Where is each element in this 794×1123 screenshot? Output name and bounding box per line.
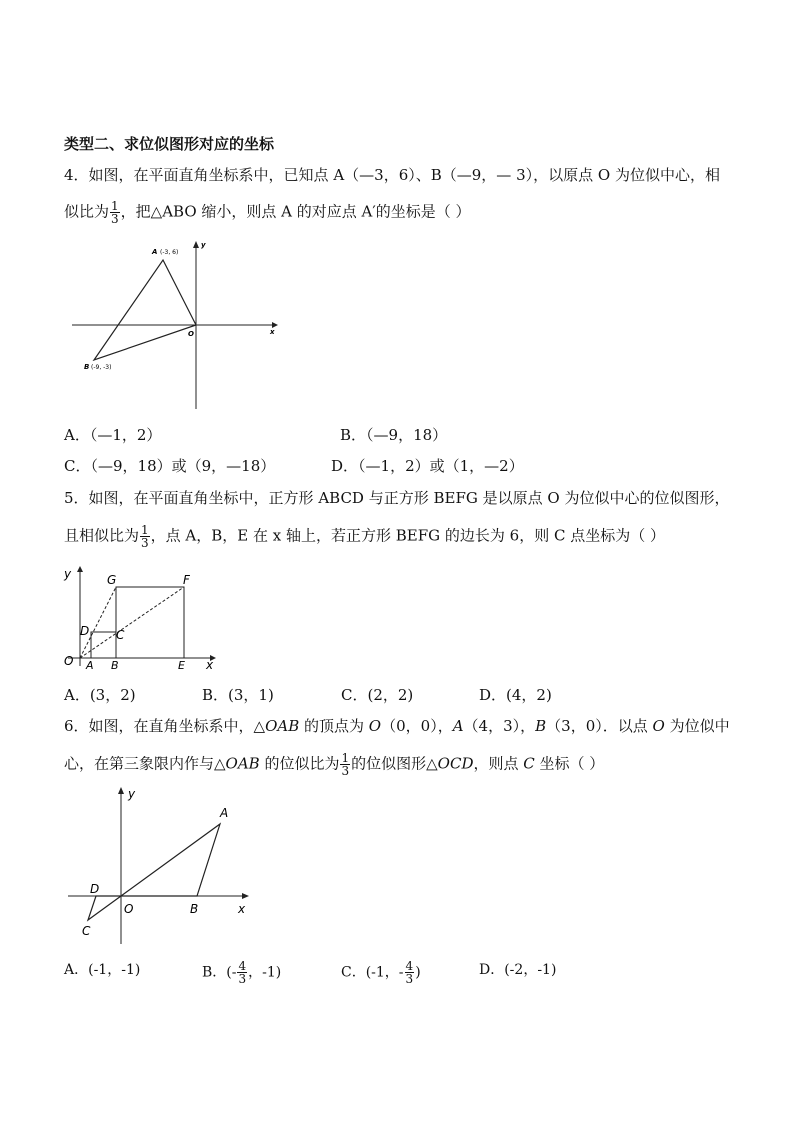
q6-x-arrow-icon bbox=[242, 893, 249, 899]
q5-square-abcd bbox=[91, 632, 116, 658]
q5-dashed-of bbox=[80, 587, 184, 658]
q5-label-g: G bbox=[107, 573, 117, 587]
q6-a-coord: （4，3）， bbox=[463, 717, 536, 735]
q6-line1-pre: 6．如图，在直角坐标系中，△ bbox=[64, 717, 266, 735]
q4-label-y: y bbox=[201, 241, 206, 249]
q6-label-a: A bbox=[220, 806, 229, 820]
q6-c: C bbox=[523, 754, 535, 773]
q5-ratio-num: 1 bbox=[141, 523, 149, 537]
q6-label-o: O bbox=[124, 902, 134, 916]
q6-line2-mid: 的位似比为 bbox=[259, 754, 340, 773]
q6-line2-mid2: 的位似图形△ bbox=[351, 754, 438, 773]
q4-label-x: x bbox=[270, 328, 275, 336]
q6-option-b-fraction bbox=[237, 960, 247, 985]
q5-line2-pre: 且相似比为 bbox=[64, 526, 140, 545]
q4-y-arrow-icon bbox=[193, 241, 199, 248]
q4-line2-pre: 似比为 bbox=[64, 202, 110, 221]
q5-y-arrow-icon bbox=[77, 566, 83, 572]
section-title: 类型二、求位似图形对应的坐标 bbox=[64, 135, 275, 153]
q4-option-c: C．（—9，18）或（9，—18） bbox=[64, 457, 276, 475]
q4-option-a: A．（—1，2） bbox=[64, 426, 162, 444]
q6-label-x: x bbox=[238, 902, 246, 916]
q4-line2-post: ，把△ABO 缩小，则点 A 的对应点 A′的坐标是（ ） bbox=[120, 202, 471, 221]
q5-label-e: E bbox=[178, 659, 185, 672]
q5-ratio-fraction bbox=[140, 524, 150, 549]
q6-figure bbox=[60, 782, 260, 946]
q5-ratio-den: 3 bbox=[141, 536, 149, 550]
q5-option-d: D．(4，2) bbox=[479, 686, 552, 704]
q6-line1 bbox=[64, 716, 730, 736]
q5-label-b: B bbox=[111, 659, 119, 672]
q6-option-b-num: 4 bbox=[238, 959, 247, 973]
q6-ocd: OCD bbox=[437, 754, 474, 773]
q5-line1: 5．如图，在平面直角坐标中，正方形 ABCD 与正方形 BEFG 是以原点 O 为位似中心的位似图形， bbox=[64, 489, 730, 507]
q6-oab: OAB bbox=[265, 717, 300, 735]
q5-label-x: x bbox=[206, 658, 214, 672]
q6-o2: O bbox=[652, 717, 665, 735]
q6-triangle-ocd bbox=[88, 896, 121, 920]
q6-oab2: OAB bbox=[225, 754, 260, 773]
q4-coord-b: (-9, -3) bbox=[91, 364, 112, 371]
q4-line2 bbox=[64, 200, 471, 225]
q6-line2-end: 坐标（ ） bbox=[534, 754, 605, 773]
q6-y-arrow-icon bbox=[118, 787, 124, 794]
q6-option-b-den: 3 bbox=[238, 972, 247, 986]
q4-label-o: O bbox=[188, 330, 194, 338]
q6-label-b: B bbox=[190, 902, 199, 916]
q6-line1-end: 为位似中 bbox=[664, 717, 730, 735]
q4-ratio-den: 3 bbox=[111, 212, 119, 226]
q5-label-f: F bbox=[183, 573, 190, 587]
q4-ratio-fraction bbox=[110, 200, 120, 225]
q6-option-c-pre: C．(-1，- bbox=[341, 964, 404, 981]
q6-option-b bbox=[202, 960, 281, 985]
q6-option-a: A．(-1，-1) bbox=[64, 962, 141, 978]
q5-label-d: D bbox=[80, 624, 90, 638]
q6-option-c-den: 3 bbox=[405, 972, 414, 986]
q4-label-a: A bbox=[152, 248, 158, 256]
q4-option-b: B．（—9，18） bbox=[340, 426, 448, 444]
q4-option-d: D．（—1，2）或（1，—2） bbox=[331, 457, 524, 475]
q5-option-a: A．(3，2) bbox=[64, 686, 136, 704]
q5-figure bbox=[58, 562, 223, 674]
q5-label-o: O bbox=[64, 654, 74, 668]
q5-line2 bbox=[64, 524, 665, 549]
q5-option-c: C．(2，2) bbox=[341, 686, 414, 704]
q6-option-c bbox=[341, 960, 421, 985]
q6-ratio-fraction bbox=[340, 752, 350, 777]
q6-line2-pre: 心，在第三象限内作与△ bbox=[64, 754, 226, 773]
q6-option-d: D．(-2，-1) bbox=[479, 962, 557, 978]
q6-label-c: C bbox=[82, 924, 91, 938]
q6-option-b-post: ，-1) bbox=[248, 964, 282, 981]
q6-o-coord: （0，0）， bbox=[381, 717, 453, 735]
q6-option-b-pre: B．(- bbox=[202, 964, 237, 981]
q6-option-c-post: ) bbox=[415, 964, 421, 981]
q4-figure bbox=[60, 236, 290, 414]
q4-line1: 4．如图，在平面直角坐标系中，已知点 A（—3，6）、B（—9，— 3），以原点 O 为位似中心，相 bbox=[64, 166, 720, 184]
q5-line2-post: ，点 A，B，E 在 x 轴上，若正方形 BEFG 的边长为 6，则 C 点坐标为（ ） bbox=[150, 526, 665, 545]
q5-square-befg bbox=[116, 587, 184, 658]
q5-label-c: C bbox=[116, 628, 125, 642]
q4-label-b: B bbox=[84, 363, 90, 371]
q6-line2 bbox=[64, 752, 604, 777]
q6-o: O bbox=[368, 717, 382, 735]
q5-dashed-og bbox=[80, 587, 116, 658]
q6-option-c-fraction bbox=[405, 960, 415, 985]
q6-b-coord: （3，0）．以点 bbox=[546, 717, 653, 735]
q5-label-y: y bbox=[64, 567, 72, 581]
q6-line2-mid3: ，则点 bbox=[473, 754, 524, 773]
q6-option-c-num: 4 bbox=[405, 959, 414, 973]
q6-ratio-num: 1 bbox=[341, 751, 350, 765]
q4-ratio-num: 1 bbox=[111, 199, 119, 213]
q5-label-a: A bbox=[86, 659, 94, 672]
q6-triangle-oab bbox=[121, 824, 220, 896]
q6-label-d: D bbox=[90, 882, 100, 896]
q4-triangle-abo bbox=[94, 260, 196, 360]
q6-line1-mid: 的顶点为 bbox=[299, 717, 369, 735]
q5-option-b: B．(3，1) bbox=[202, 686, 274, 704]
q6-b: B bbox=[535, 717, 547, 735]
q6-a: A bbox=[452, 717, 464, 735]
q6-ratio-den: 3 bbox=[341, 764, 350, 778]
q4-coord-a: (-3, 6) bbox=[160, 249, 179, 256]
q6-label-y: y bbox=[128, 787, 136, 801]
